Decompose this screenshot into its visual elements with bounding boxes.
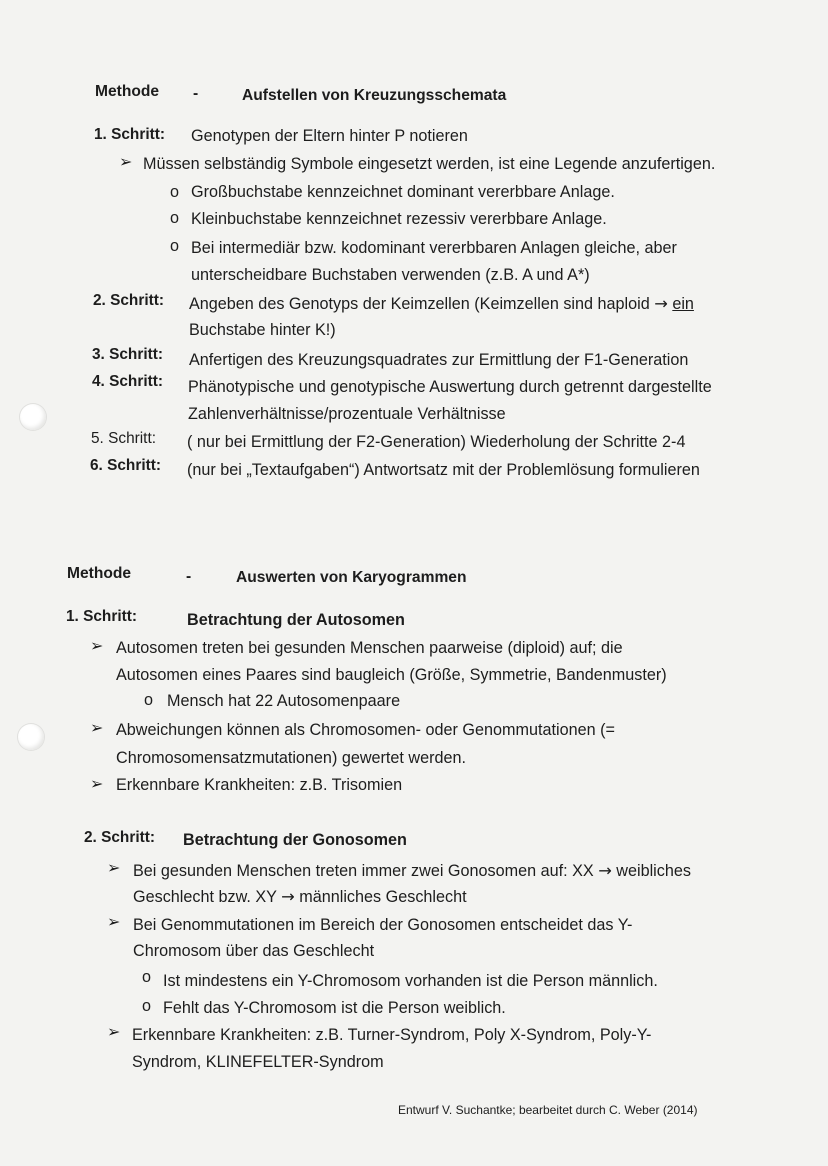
s1-step2-underlined: ein — [672, 295, 694, 313]
punch-hole-upper — [20, 404, 46, 430]
section1-title: Aufstellen von Kreuzungsschemata — [242, 87, 507, 104]
s1-circle-bullet-icon: o — [170, 209, 180, 227]
s2-arrow-bullet-icon: ➢ — [107, 859, 121, 877]
s2-circle-bullet-icon: o — [142, 968, 152, 986]
s1-step3-text: Anfertigen des Kreuzungsquadrates zur Ermittlung der F1-Generation — [189, 351, 689, 369]
s2-a1-sub: Mensch hat 22 Autosomenpaare — [167, 692, 401, 710]
s2-circle-bullet-icon: o — [142, 997, 152, 1015]
s2-g1-line2-wrap — [133, 887, 467, 907]
section1-method-label: Methode — [95, 83, 160, 100]
s2-g2-sub1: Ist mindestens ein Y-Chromosom vorhanden ist die Person männlich. — [163, 972, 658, 990]
arrow-right-icon: → — [654, 294, 668, 313]
s1-sub2: Kleinbuchstabe kennzeichnet rezessiv vererbbare Anlage. — [191, 210, 607, 228]
s1-sub3-line2: unterscheidbare Buchstaben verwenden (z.B. A und A*) — [191, 266, 590, 284]
s1-step4-line1: Phänotypische und genotypische Auswertung durch getrennt dargestellte — [188, 378, 712, 396]
s1-sub1: Großbuchstabe kennzeichnet dominant vererbbare Anlage. — [191, 183, 615, 201]
s2-arrow-bullet-icon: ➢ — [90, 719, 104, 737]
s2-arrow-bullet-icon: ➢ — [107, 913, 121, 931]
s2-circle-bullet-icon: o — [144, 691, 154, 709]
s1-step4-line2: Zahlenverhältnisse/prozentuale Verhältnisse — [188, 405, 506, 423]
s2-g1-line2-b: männliches Geschlecht — [299, 888, 467, 906]
s2-arrow-bullet-icon: ➢ — [90, 637, 104, 655]
s1-step2-label: 2. Schritt: — [93, 292, 164, 309]
footer-credit: Entwurf V. Suchantke; bearbeitet durch C. Weber (2014) — [398, 1103, 698, 1117]
s2-g1-line1-wrap — [133, 861, 691, 881]
s2-a3: Erkennbare Krankheiten: z.B. Trisomien — [116, 776, 403, 794]
section2-method-label: Methode — [67, 565, 132, 582]
s1-step1-text: Genotypen der Eltern hinter P notieren — [191, 127, 468, 145]
s2-g1-line2-a: Geschlecht bzw. XY — [133, 888, 277, 906]
arrow-right-icon: → — [598, 861, 612, 880]
s2-step2-title: Betrachtung der Gonosomen — [183, 831, 407, 849]
s2-g2-line2: Chromosom über das Geschlecht — [133, 942, 375, 960]
s1-sub3-line1: Bei intermediär bzw. kodominant vererbbaren Anlagen gleiche, aber — [191, 239, 677, 257]
s2-g1-line1-a: Bei gesunden Menschen treten immer zwei Gonosomen auf: XX — [133, 862, 594, 880]
s1-step3-label: 3. Schritt: — [92, 346, 163, 363]
s1-arrow-bullet-icon: ➢ — [119, 153, 133, 171]
s2-step2-label: 2. Schritt: — [84, 829, 155, 846]
s1-step1-label: 1. Schritt: — [94, 126, 165, 143]
punch-hole-lower — [18, 724, 44, 750]
s2-g3-line2: Syndrom, KLINEFELTER-Syndrom — [132, 1053, 384, 1071]
s2-g2-sub2: Fehlt das Y-Chromosom ist die Person weiblich. — [163, 999, 506, 1017]
s2-step1-label: 1. Schritt: — [66, 608, 137, 625]
section2-dash: - — [186, 568, 192, 585]
s1-circle-bullet-icon: o — [170, 183, 180, 201]
arrow-right-icon: → — [281, 887, 295, 906]
s2-g2-line1: Bei Genommutationen im Bereich der Gonosomen entscheidet das Y- — [133, 916, 633, 934]
s2-a2-line2: Chromosomensatzmutationen) gewertet werden. — [116, 749, 466, 767]
s1-step1-arrow-text: Müssen selbständig Symbole eingesetzt werden, ist eine Legende anzufertigen. — [143, 155, 716, 173]
s1-step4-label: 4. Schritt: — [92, 373, 163, 390]
s2-a1-line1: Autosomen treten bei gesunden Menschen paarweise (diploid) auf; die — [116, 639, 623, 657]
s1-step5-label: 5. Schritt: — [91, 430, 157, 447]
s2-g1-line1-b: weibliches — [616, 862, 691, 880]
s1-step6-label: 6. Schritt: — [90, 457, 161, 474]
s1-step2-line1: Angeben des Genotyps der Keimzellen (Keimzellen sind haploid — [189, 295, 650, 313]
s1-step2-line2: Buchstabe hinter K!) — [189, 321, 336, 339]
s1-step5-text: ( nur bei Ermittlung der F2-Generation) Wiederholung der Schritte 2-4 — [187, 433, 686, 451]
s2-step1-title: Betrachtung der Autosomen — [187, 611, 405, 629]
section2-title: Auswerten von Karyogrammen — [236, 569, 467, 586]
s2-arrow-bullet-icon: ➢ — [90, 775, 104, 793]
s2-a2-line1: Abweichungen können als Chromosomen- oder Genommutationen (= — [116, 721, 615, 739]
section1-dash: - — [193, 85, 199, 102]
s1-circle-bullet-icon: o — [170, 237, 180, 255]
s2-g3-line1: Erkennbare Krankheiten: z.B. Turner-Syndrom, Poly X-Syndrom, Poly-Y- — [132, 1026, 652, 1044]
s2-a1-line2: Autosomen eines Paares sind baugleich (Größe, Symmetrie, Bandenmuster) — [116, 666, 667, 684]
s1-step6-text: (nur bei „Textaufgaben“) Antwortsatz mit der Problemlösung formulieren — [187, 461, 700, 479]
s1-step2-line1-wrap — [189, 294, 694, 314]
s2-arrow-bullet-icon: ➢ — [107, 1023, 121, 1041]
